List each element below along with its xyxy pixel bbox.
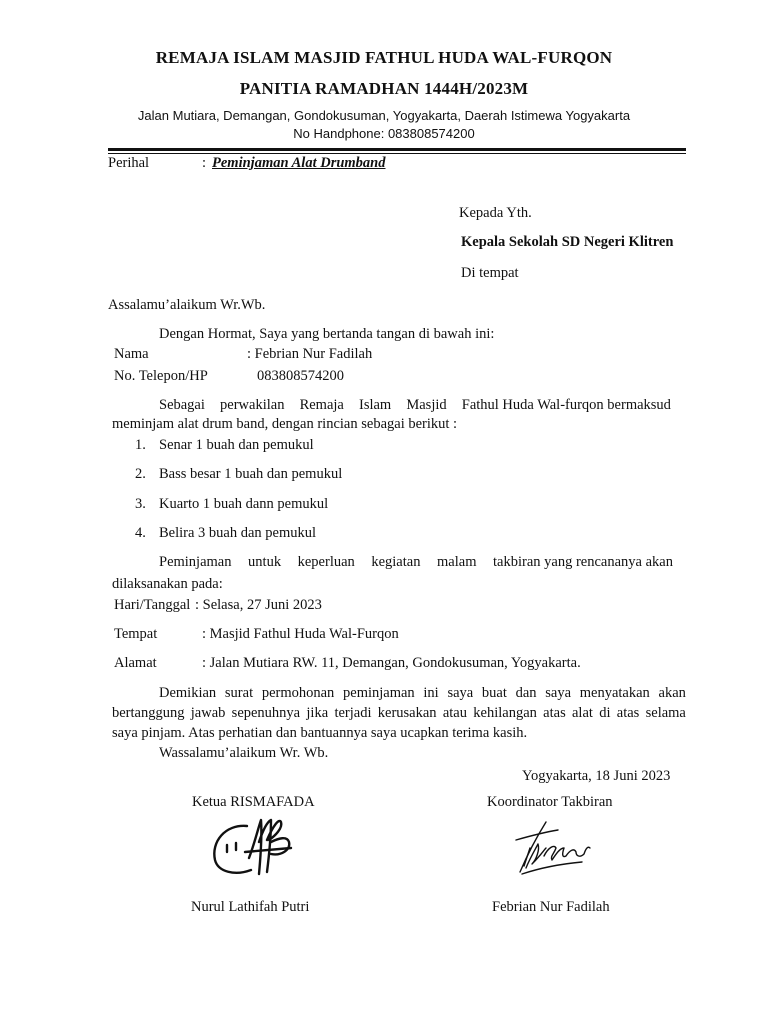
recipient-line1: Kepada Yth. — [459, 205, 532, 221]
date-label: Hari/Tanggal — [114, 597, 191, 613]
left-signatory-name: Nurul Lathifah Putri — [191, 899, 310, 915]
word: permohonan — [261, 685, 335, 701]
word: untuk — [248, 554, 282, 570]
word: Demikian — [159, 685, 217, 701]
word: surat — [224, 685, 254, 701]
closing-line3: saya pinjam. Atas perhatian dan bantuannya saya ucapkan terima kasih. — [112, 725, 528, 741]
list-item: Bass besar 1 buah dan pemukul — [159, 466, 343, 482]
recipient-line2: Kepala Sekolah SD Negeri Klitren — [461, 234, 674, 250]
address-label: Alamat — [114, 655, 157, 671]
phone-value: 083808574200 — [257, 368, 344, 384]
list-item: Belira 3 buah dan pemukul — [159, 525, 317, 541]
word: jawab — [190, 705, 226, 721]
right-signatory-title: Koordinator Takbiran — [487, 794, 613, 810]
word: saya — [447, 685, 474, 701]
closing-line2 — [112, 705, 686, 722]
list-item: Kuarto 1 buah dann pemukul — [159, 496, 329, 512]
word: atas — [616, 705, 640, 721]
subject-value: Peminjaman Alat Drumband — [212, 155, 386, 171]
word: kehilangan — [473, 705, 537, 721]
word: menyatakan — [579, 685, 650, 701]
name-label: Nama — [114, 346, 149, 362]
closing-line4: Wassalamu’alaikum Wr. Wb. — [159, 745, 329, 761]
word: Peminjaman — [159, 554, 232, 570]
left-signature — [205, 812, 300, 882]
phone-label: No. Telepon/HP — [114, 368, 208, 384]
word: takbiran yang rencananya akan — [493, 554, 673, 570]
word: kegiatan — [371, 554, 421, 570]
word: kerusakan — [377, 705, 437, 721]
word: Sebagai — [159, 397, 205, 413]
header-rule-thick — [108, 148, 686, 151]
word: buat — [481, 685, 507, 701]
place-date: Yogyakarta, 18 Juni 2023 — [522, 768, 671, 784]
word: Fathul Huda Wal-furqon bermaksud — [461, 397, 671, 413]
list-item: Senar 1 buah dan pemukul — [159, 437, 314, 453]
word: akan — [658, 685, 686, 701]
left-signatory-title: Ketua RISMAFADA — [192, 794, 315, 810]
right-signatory-name: Febrian Nur Fadilah — [492, 899, 610, 915]
subject-colon: : — [202, 155, 207, 171]
place-label: Tempat — [114, 626, 158, 642]
body2-line1 — [159, 554, 673, 571]
org-name: REMAJA ISLAM MASJID FATHUL HUDA WAL-FURQON — [155, 48, 613, 67]
closing-line1 — [159, 685, 686, 702]
word: atau — [442, 705, 467, 721]
list-item-number: 2. — [135, 466, 146, 482]
word: dan — [515, 685, 537, 701]
list-item-number: 3. — [135, 496, 146, 512]
word: Masjid — [406, 397, 447, 413]
word: terjadi — [334, 705, 372, 721]
org-phone: No Handphone: 083808574200 — [293, 126, 475, 141]
word: keperluan — [297, 554, 355, 570]
word: Islam — [359, 397, 392, 413]
address-value: : Jalan Mutiara RW. 11, Demangan, Gondokusuman, Yogyakarta. — [202, 655, 581, 671]
date-value: : Selasa, 27 Juni 2023 — [195, 597, 322, 613]
word: alat — [572, 705, 593, 721]
word: atas — [543, 705, 566, 721]
right-signature — [510, 818, 595, 880]
word: di — [599, 705, 611, 721]
org-address: Jalan Mutiara, Demangan, Gondokusuman, Yogyakarta, Daerah Istimewa Yogyakarta — [137, 108, 631, 123]
body1-line1 — [159, 397, 671, 414]
header-rule-thin — [108, 153, 686, 154]
greeting: Assalamu’alaikum Wr.Wb. — [108, 297, 266, 313]
intro-text: Dengan Hormat, Saya yang bertanda tangan di bawah ini: — [159, 326, 495, 342]
word: ini — [423, 685, 439, 701]
word: saya — [545, 685, 572, 701]
word: jika — [306, 705, 329, 721]
word: peminjaman — [343, 685, 415, 701]
place-value: : Masjid Fathul Huda Wal-Furqon — [202, 626, 399, 642]
body2-line2: dilaksanakan pada: — [112, 576, 223, 592]
name-value: : Febrian Nur Fadilah — [247, 346, 373, 362]
word: selama — [645, 705, 686, 721]
word: malam — [437, 554, 477, 570]
body1-line2: meminjam alat drum band, dengan rincian sebagai berikut : — [112, 416, 458, 432]
word: Remaja — [299, 397, 344, 413]
subject-label: Perihal — [108, 155, 150, 171]
word: bertanggung — [112, 705, 185, 721]
recipient-line3: Di tempat — [461, 265, 519, 281]
word: perwakilan — [220, 397, 285, 413]
word: sepenuhnya — [231, 705, 301, 721]
committee-title: PANITIA RAMADHAN 1444H/2023M — [239, 79, 529, 98]
list-item-number: 1. — [135, 437, 146, 453]
list-item-number: 4. — [135, 525, 146, 541]
